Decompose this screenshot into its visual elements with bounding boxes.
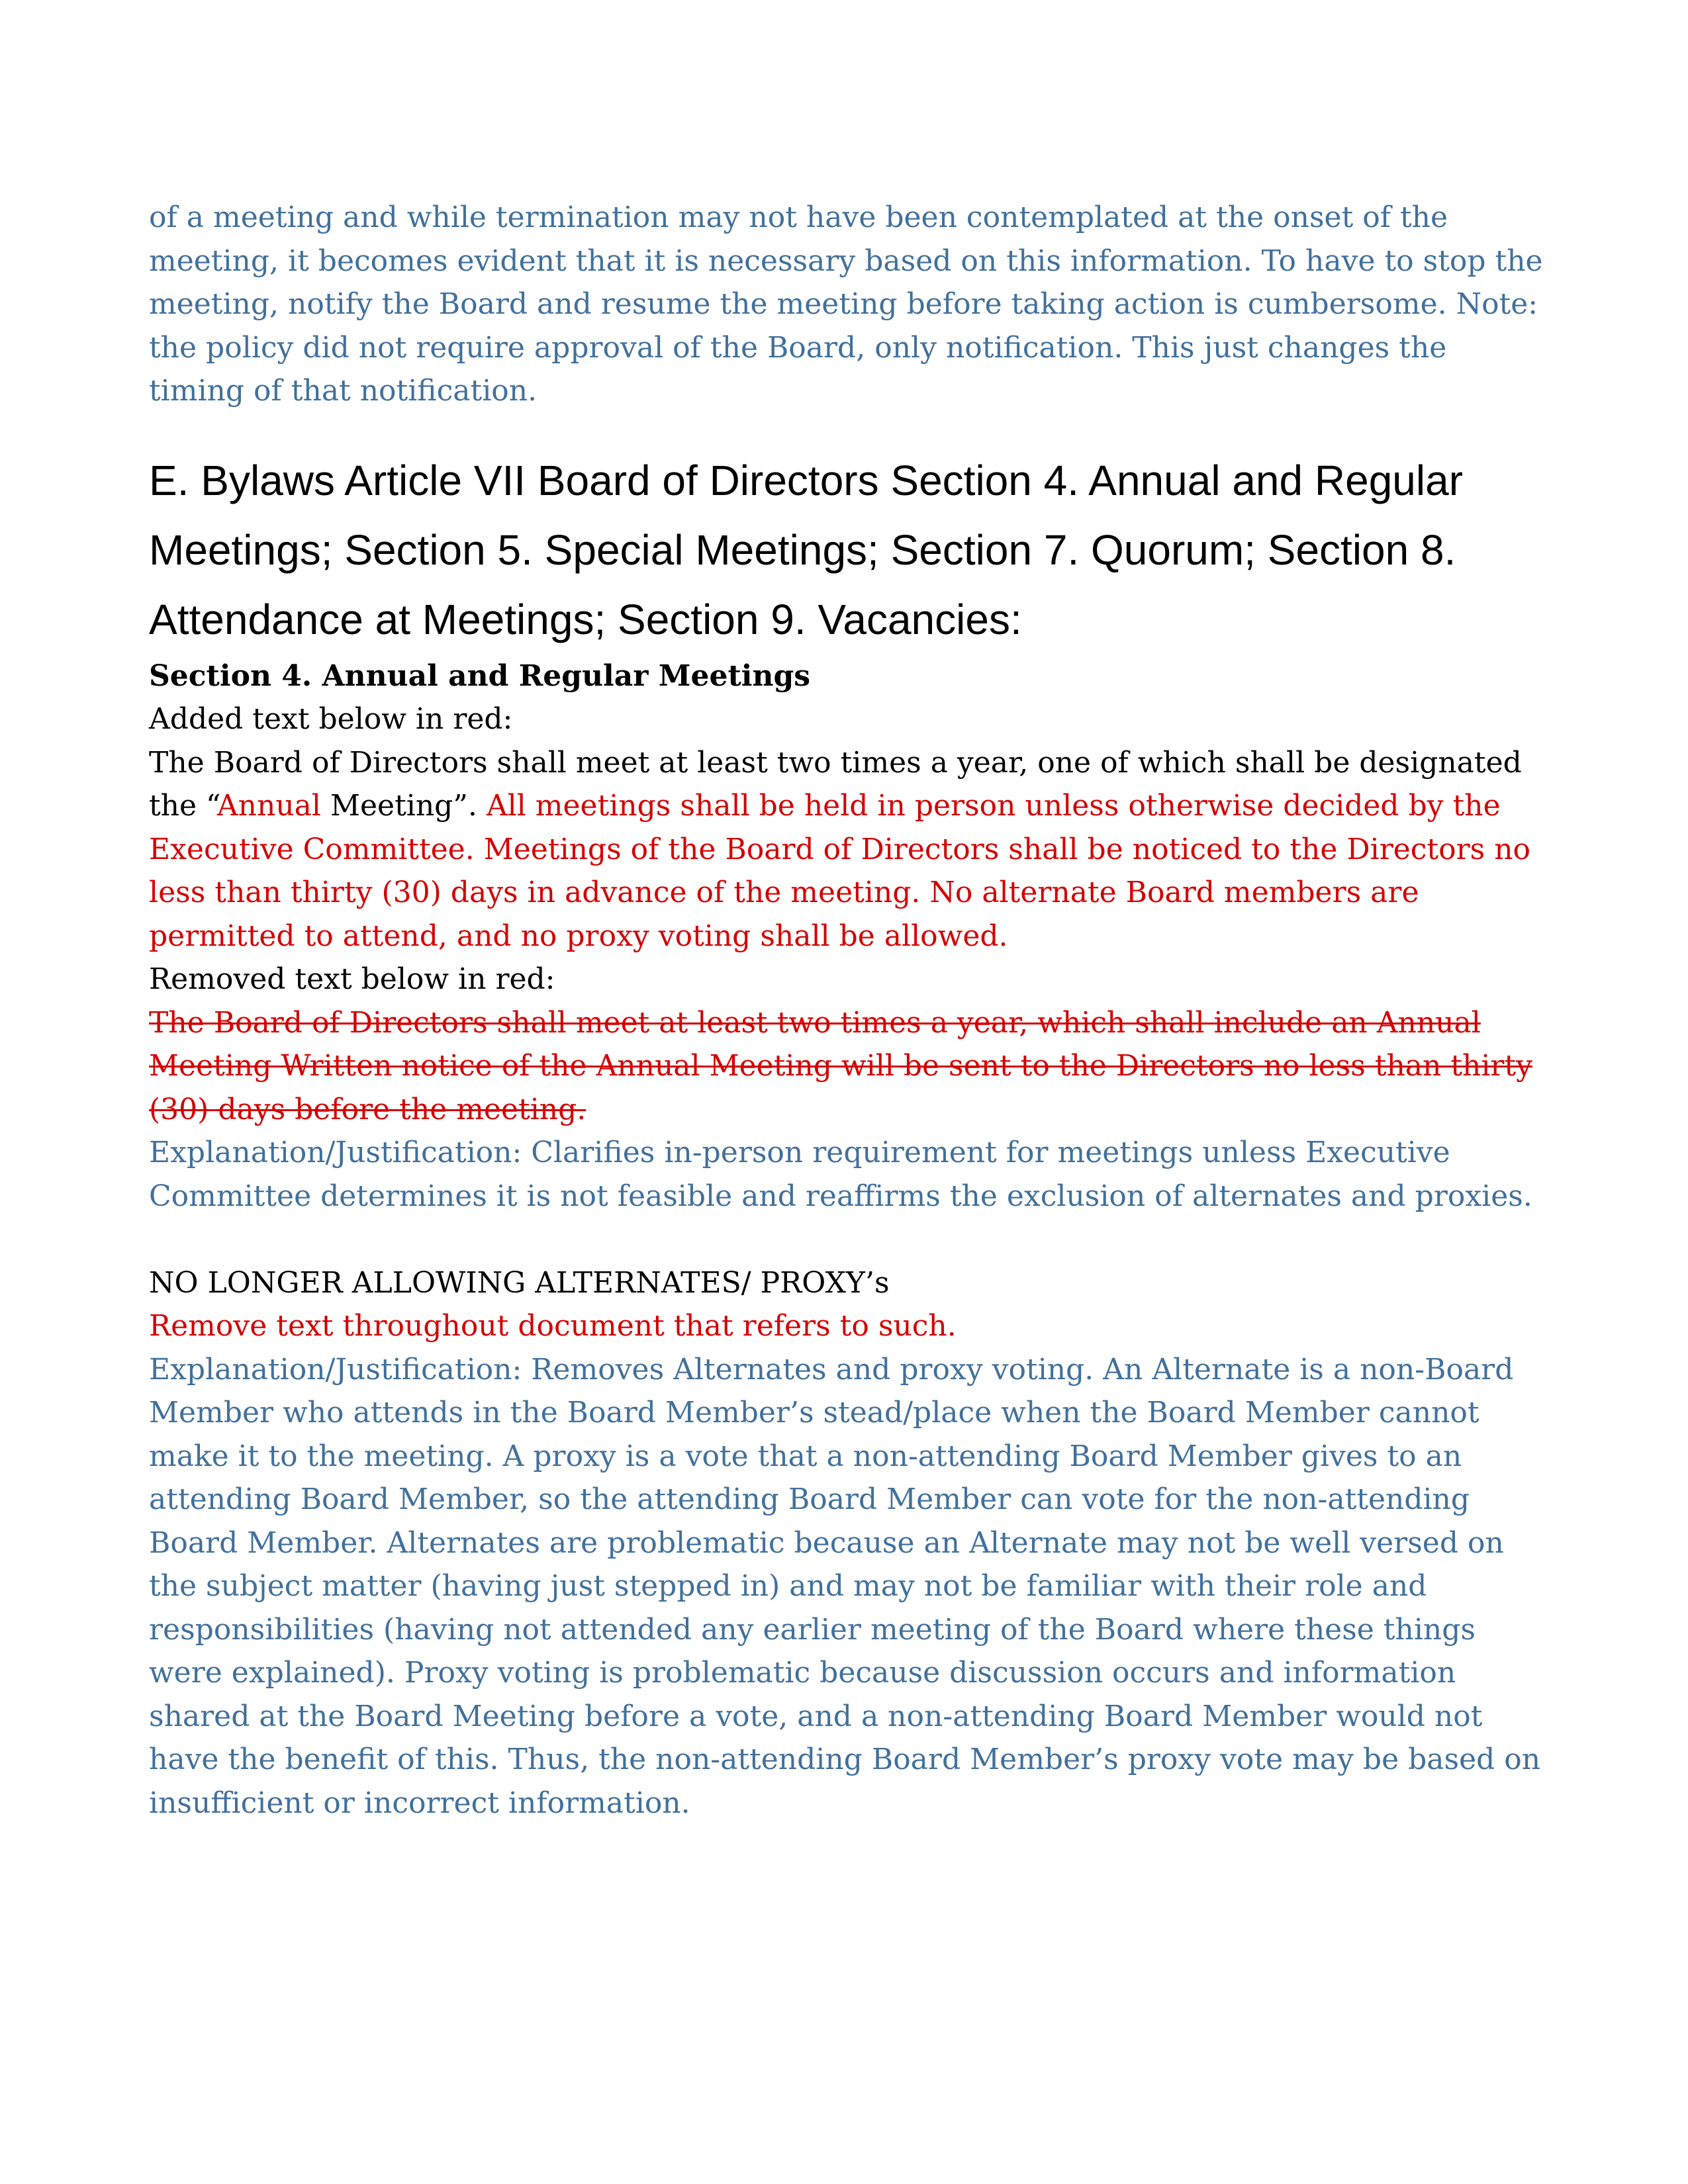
added-text-part2: Meeting”. [320, 789, 487, 823]
alternates-explanation: Explanation/Justification: Removes Alternates and proxy voting. An Alternate is a non-Board Member who attends in the Board Member’s stead/place when the Board Member cannot make it to the meeting. A proxy is a vote that a non-attending Board Member gives to an attending Board Member, so the attending Board Member can vote for the non-attending Board Member. Alternates are problematic because an Alternate may not be well versed on the subject matter (having just stepped in) and may not be familiar with their role and responsibilities (having not attended any earlier meeting of the Board where these things were explained). Proxy voting is problematic because discussion occurs and information shared at the Board Meeting before a vote, and a non-attending Board Member would not have the benefit of this. Thus, the non-attending Board Member’s proxy vote may be based on insufficient or incorrect information. [149, 1352, 1541, 1820]
added-text-part1: The Board of Directors shall meet at least two times a year, one of which shall be designated the “ [149, 745, 1522, 823]
added-text-paragraph [149, 741, 1546, 958]
added-text-red: All meetings shall be held in person unless otherwise decided by the Executive Committee. Meetings of the Board of Directors shall be noticed to the Directors no less than thirty (30) days in advance of the meeting. No alternate Board members are permitted to attend, and no proxy voting shall be allowed. [149, 789, 1531, 953]
added-text-label: Added text below in red: [149, 702, 513, 736]
section-heading: E. Bylaws Article VII Board of Directors Section 4. Annual and Regular Meetings; Section 5. Special Meetings; Section 7. Quorum; Section 8. Attendance at Meetings; Section 9. Vacancies: [149, 456, 1463, 643]
removed-text-label: Removed text below in red: [149, 962, 555, 996]
removed-text-paragraph: The Board of Directors shall meet at least two times a year, which shall include an Annual Meeting Written notice of the Annual Meeting will be sent to the Directors no less than thirty (30) days before the meeting. [149, 1005, 1532, 1126]
document-page [149, 196, 1546, 1825]
section4-title: Section 4. Annual and Regular Meetings [149, 659, 811, 693]
section4-explanation: Explanation/Justification: Clarifies in-person requirement for meetings unless Executive Committee determines it is not feasible and reaffirms the exclusion of alternates and proxies. [149, 1136, 1532, 1213]
added-text-annual: Annual [216, 789, 321, 823]
paragraph-spacer [149, 1218, 1546, 1261]
alternates-title: NO LONGER ALLOWING ALTERNATES/ PROXY’s [149, 1265, 890, 1300]
intro-paragraph: of a meeting and while termination may not have been contemplated at the onset of the meeting, it becomes evident that it is necessary based on this information. To have to stop the meeting, notify the Board and resume the meeting before taking action is cumbersome. Note: the policy did not require approval of the Board, only notification. This just changes the timing of that notification. [149, 201, 1543, 408]
alternates-instruction: Remove text throughout document that refers to such. [149, 1309, 957, 1343]
